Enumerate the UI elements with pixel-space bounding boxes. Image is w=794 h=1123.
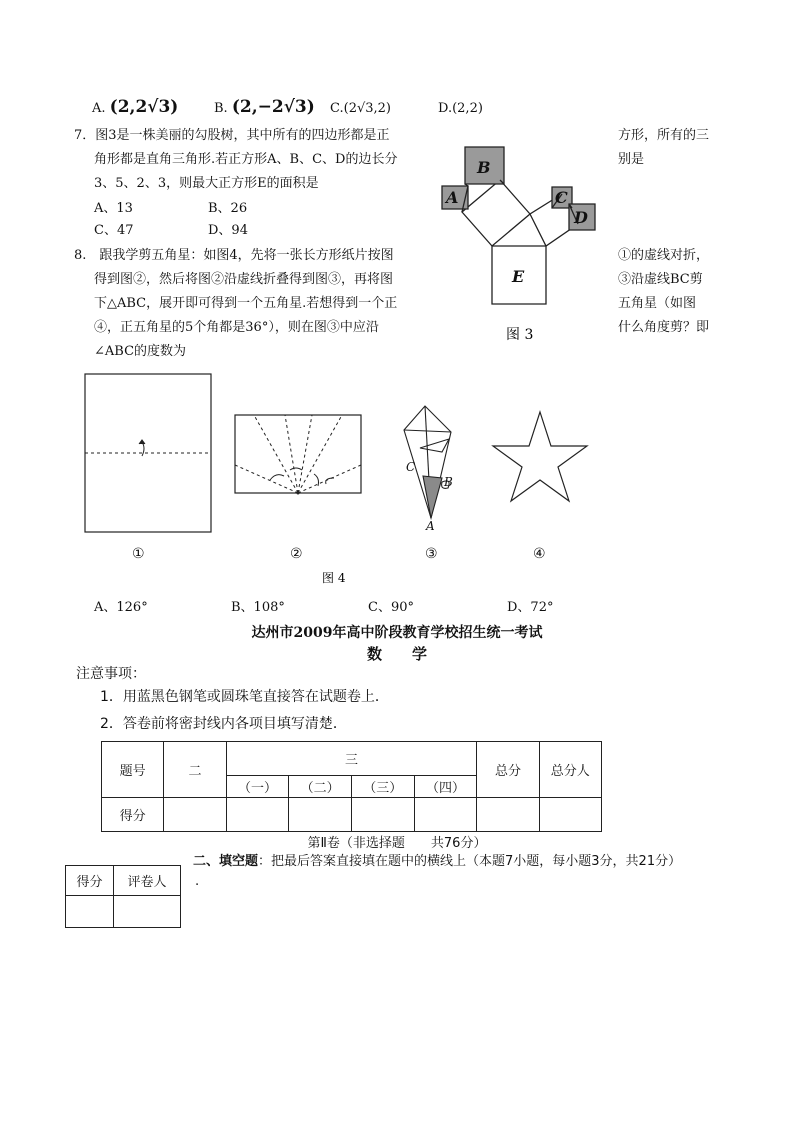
q8-line-4-right: 什么角度剪？即 bbox=[618, 320, 710, 335]
score-cell-total-person[interactable] bbox=[539, 798, 601, 832]
label-a: A bbox=[446, 188, 459, 207]
header-er: 二 bbox=[164, 742, 226, 798]
row-score-label: 得分 bbox=[102, 798, 164, 832]
header-san: 三 bbox=[226, 742, 477, 776]
q8-line-3: 下△ABC，展开即可得到一个五角星.若想得到一个正 bbox=[94, 296, 398, 311]
section-2-heading bbox=[193, 853, 681, 871]
score-cell-sub-3[interactable] bbox=[351, 798, 414, 832]
figure-4-caption: 图 4 bbox=[322, 571, 346, 585]
fig4-label-1: ① bbox=[132, 546, 145, 562]
header-sub-4: （四） bbox=[414, 776, 477, 798]
q7-line-2: 角形都是直角三角形.若正方形A、B、C、D的边长分 bbox=[94, 152, 398, 167]
score-cell-total[interactable] bbox=[477, 798, 539, 832]
q8-option-c: C、90° bbox=[368, 600, 414, 615]
header-sub-2: （二） bbox=[289, 776, 352, 798]
q8-line-4: ④，正五角星的5个角都是36°），则在图③中应沿 bbox=[94, 320, 379, 335]
notice-1: 1．用蓝黑色钢笔或圆珠笔直接答在试题卷上． bbox=[100, 689, 389, 705]
q6-option-a-prefix: A. bbox=[92, 101, 106, 116]
q7-option-b: B、26 bbox=[208, 201, 248, 216]
fig4-label-4: ④ bbox=[533, 546, 546, 562]
figure-4 bbox=[80, 370, 700, 600]
grader-name-cell[interactable] bbox=[114, 896, 181, 928]
fig4-label-3: ③ bbox=[425, 546, 438, 562]
score-table bbox=[101, 741, 602, 832]
q6-option-b-prefix: B. bbox=[214, 101, 228, 116]
q7-line-2-right: 别是 bbox=[618, 152, 645, 167]
grader-table bbox=[65, 865, 181, 928]
q8-line-1-right: ①的虚线对折， bbox=[618, 248, 710, 263]
q6-option-d: D.(2,2) bbox=[438, 101, 483, 116]
header-total-person: 总分人 bbox=[539, 742, 601, 798]
exam-title: 达州市2009年高中阶段教育学校招生统一考试 bbox=[251, 625, 543, 641]
score-cell-sub-4[interactable] bbox=[414, 798, 477, 832]
q8-line-2-right: ③沿虚线BC剪 bbox=[618, 272, 703, 287]
fig4-label-a: A bbox=[426, 519, 435, 533]
q8-line-2: 得到图②，然后将图②沿虚线折叠得到图③，再将图 bbox=[94, 272, 394, 287]
header-sub-3: （三） bbox=[351, 776, 414, 798]
q6-option-c: C.(2√3,2) bbox=[330, 101, 391, 116]
grader-score-label: 得分 bbox=[66, 866, 114, 896]
score-cell-sub-1[interactable] bbox=[226, 798, 289, 832]
q8-line-3-right: 五角星（如图 bbox=[618, 296, 697, 311]
section-2-dot: . bbox=[195, 874, 200, 889]
figure-3-caption: 图 3 bbox=[506, 327, 534, 343]
section-2-label: 二、填空题 bbox=[193, 854, 259, 869]
q7-option-c: C、47 bbox=[94, 223, 134, 238]
q8-option-d: D、72° bbox=[507, 600, 554, 615]
pythagoras-tree-figure bbox=[438, 140, 598, 343]
q7-option-a: A、13 bbox=[94, 201, 133, 216]
q8-option-b: B、108° bbox=[231, 600, 285, 615]
q7-option-d: D、94 bbox=[208, 223, 248, 238]
section-2-text: ：把最后答案直接填在题中的横线上（本题7小题，每小题3分，共21分） bbox=[258, 854, 682, 869]
grader-label: 评卷人 bbox=[114, 866, 181, 896]
score-cell-sub-2[interactable] bbox=[289, 798, 352, 832]
notice-title: 注意事项： bbox=[76, 666, 146, 682]
header-sub-1: （一） bbox=[226, 776, 289, 798]
fig4-panel-2-rect bbox=[235, 415, 361, 493]
notice-2: 2．答卷前将密封线内各项目填写清楚． bbox=[100, 716, 347, 732]
grader-score-cell[interactable] bbox=[66, 896, 114, 928]
exam-subject: 数 学 bbox=[366, 645, 427, 663]
q6-option-b-math: (2,−2√3) bbox=[231, 97, 315, 117]
q6-option-a-math: (2,2√3) bbox=[109, 97, 179, 117]
label-b: B bbox=[477, 158, 491, 177]
label-e: E bbox=[512, 267, 525, 286]
q6-option-b bbox=[214, 98, 315, 118]
header-total: 总分 bbox=[477, 742, 539, 798]
fig4-panel-4-star bbox=[493, 412, 587, 501]
square-left-large bbox=[462, 180, 530, 246]
q8-line-1: 8. 跟我学剪五角星：如图4，先将一张长方形纸片按图 bbox=[74, 248, 394, 263]
q6-option-a bbox=[92, 98, 178, 118]
label-d: D bbox=[574, 208, 588, 227]
fig4-label-2: ② bbox=[290, 546, 303, 562]
q7-line-3: 3、5、2、3，则最大正方形E的面积是 bbox=[94, 176, 319, 191]
part2-title: 第Ⅱ卷（非选择题 共76分） bbox=[307, 836, 487, 851]
q8-option-a: A、126° bbox=[94, 600, 148, 615]
q8-line-5: ∠ABC的度数为 bbox=[94, 344, 187, 359]
label-c: C bbox=[555, 188, 568, 207]
fig4-label-b: B bbox=[444, 475, 453, 489]
header-tihao: 题号 bbox=[102, 742, 164, 798]
q7-line-1: 7．图3是一株美丽的勾股树，其中所有的四边形都是正 bbox=[74, 128, 390, 143]
fig4-label-c: C bbox=[406, 460, 416, 474]
q7-line-1-right: 方形，所有的三 bbox=[618, 128, 710, 143]
score-cell-er[interactable] bbox=[164, 798, 226, 832]
